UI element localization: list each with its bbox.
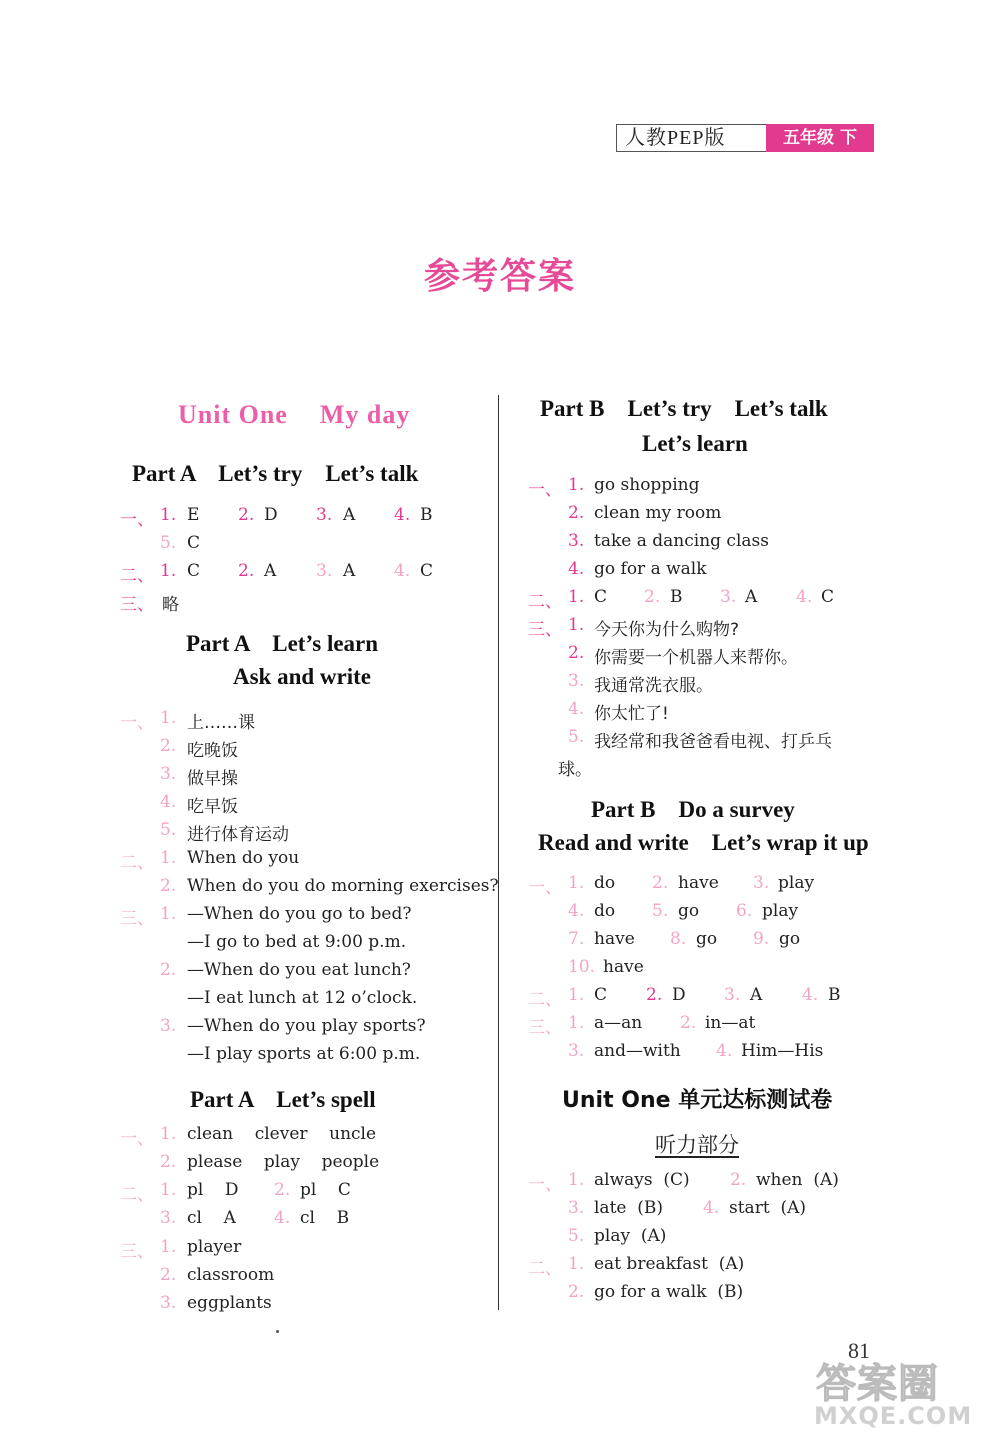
answer: go <box>779 929 801 949</box>
unit-number: Unit One <box>178 400 288 429</box>
item-number: 6. <box>736 901 753 921</box>
answer: take a dancing class <box>594 531 769 551</box>
answer: pl C <box>300 1180 351 1200</box>
question-label: 一、 <box>528 1175 562 1195</box>
answer: 进行体育运动 <box>187 825 289 845</box>
item-number: 1. <box>568 1013 585 1033</box>
answer: and—with <box>594 1041 681 1061</box>
item-number: 3. <box>316 561 333 581</box>
grade-label: 五年级 下 <box>766 124 874 152</box>
answer: B <box>420 505 433 525</box>
test-heading: Unit One 单元达标测试卷 <box>562 1088 833 1113</box>
question-label: 一、 <box>120 510 154 530</box>
item-number: 1. <box>568 615 585 635</box>
item-number: 2. <box>568 1282 585 1302</box>
watermark-url: MXQE.COM <box>814 1402 973 1430</box>
item-number: 2. <box>274 1180 291 1200</box>
answer: have <box>594 929 635 949</box>
item-number: 1. <box>160 708 177 728</box>
question-label: 二、 <box>120 566 154 586</box>
answer: 你需要一个机器人来帮你。 <box>594 648 798 668</box>
dialogue-answer: —I eat lunch at 12 o’clock. <box>187 988 418 1008</box>
answer: C <box>187 561 201 581</box>
item-number: 3. <box>568 531 585 551</box>
section-subheading: Let’s learn <box>642 431 748 456</box>
answer: 我通常洗衣服。 <box>594 676 713 696</box>
answer: A <box>343 561 356 581</box>
answer: C <box>420 561 434 581</box>
answer: C <box>594 587 608 607</box>
question-label: 一、 <box>120 713 154 733</box>
item-number: 9. <box>753 929 770 949</box>
answer: go for a walk <box>594 559 707 579</box>
section-heading: Part A Let’s learn <box>186 631 379 656</box>
answer: classroom <box>187 1265 275 1285</box>
answer: always (C) <box>594 1170 690 1190</box>
answer: go shopping <box>594 475 700 495</box>
answer: a—an <box>594 1013 643 1033</box>
item-number: 1. <box>568 1254 585 1274</box>
item-number: 4. <box>802 985 819 1005</box>
dialogue-question: —When do you go to bed? <box>187 904 412 924</box>
item-number: 4. <box>394 561 411 581</box>
answer: When do you <box>187 848 300 868</box>
question-label: 三、 <box>120 909 154 929</box>
item-number: 3. <box>160 1016 177 1036</box>
item-number: 5. <box>568 1226 585 1246</box>
column-divider <box>498 395 499 1310</box>
item-number: 1. <box>160 505 177 525</box>
item-number: 1. <box>568 587 585 607</box>
item-number: 1. <box>160 1180 177 1200</box>
answer: player <box>187 1237 242 1257</box>
answer: when (A) <box>756 1170 839 1190</box>
edition-label: 人教PEP版 <box>616 124 766 152</box>
item-number: 5. <box>568 727 585 747</box>
question-label: 三、 <box>528 620 562 640</box>
page-title: 参考答案 <box>423 256 576 297</box>
answer: go for a walk (B) <box>594 1282 744 1302</box>
answer: 我经常和我爸爸看电视、打乒乓 <box>594 732 832 752</box>
answer: go <box>678 901 700 921</box>
answer: pl D <box>187 1180 239 1200</box>
item-number: 2. <box>568 643 585 663</box>
section-subheading: Ask and write <box>233 664 372 689</box>
question-label: 二、 <box>120 853 154 873</box>
answer: cl B <box>300 1208 350 1228</box>
answer: do <box>594 873 616 893</box>
item-number: 4. <box>274 1208 291 1228</box>
item-number: 2. <box>238 505 255 525</box>
item-number: 2. <box>160 876 177 896</box>
item-number: 4. <box>716 1041 733 1061</box>
answer: 做早操 <box>187 769 238 789</box>
answer: please play people <box>187 1152 380 1172</box>
item-number: 3. <box>568 1041 585 1061</box>
item-number: 2. <box>644 587 661 607</box>
question-label: 二、 <box>528 1259 562 1279</box>
dialogue-answer: —I go to bed at 9:00 p.m. <box>187 932 407 952</box>
answer: 你太忙了! <box>594 704 669 724</box>
item-number: 4. <box>568 901 585 921</box>
item-number: 5. <box>160 533 177 553</box>
answer: eggplants <box>187 1293 272 1313</box>
answer: B <box>828 985 841 1005</box>
stray-dot <box>276 1330 279 1333</box>
question-label: 三、 <box>120 1242 154 1262</box>
answer: in—at <box>705 1013 756 1033</box>
answer: 吃早饭 <box>187 797 238 817</box>
item-number: 1. <box>160 904 177 924</box>
item-number: 3. <box>160 1293 177 1313</box>
item-number: 1. <box>568 873 585 893</box>
answer-continued: 球。 <box>558 760 592 780</box>
item-number: 5. <box>652 901 669 921</box>
question-label: 一、 <box>528 480 562 500</box>
answer: go <box>696 929 718 949</box>
item-number: 2. <box>160 960 177 980</box>
answer: E <box>187 505 200 525</box>
item-number: 4. <box>394 505 411 525</box>
answer: do <box>594 901 616 921</box>
item-number: 2. <box>652 873 669 893</box>
section-heading: Part A Let’s try Let’s talk <box>132 461 419 486</box>
item-number: 2. <box>160 1265 177 1285</box>
item-number: 2. <box>680 1013 697 1033</box>
answer: C <box>187 533 201 553</box>
edition-badge <box>616 124 874 152</box>
answer: eat breakfast (A) <box>594 1254 745 1274</box>
item-number: 2. <box>238 561 255 581</box>
answer: play <box>778 873 815 893</box>
question-label: 二、 <box>528 990 562 1010</box>
answer: clean my room <box>594 503 722 523</box>
dialogue-answer: —I play sports at 6:00 p.m. <box>187 1044 421 1064</box>
answer: cl A <box>187 1208 236 1228</box>
answer: D <box>264 505 278 525</box>
item-number: 1. <box>160 1124 177 1144</box>
item-number: 3. <box>316 505 333 525</box>
question-label: 三、 <box>528 1018 562 1038</box>
item-number: 1. <box>160 561 177 581</box>
item-number: 2. <box>160 736 177 756</box>
answer: Him—His <box>741 1041 824 1061</box>
answer: C <box>594 985 608 1005</box>
answer: play (A) <box>594 1226 667 1246</box>
answer: 吃晚饭 <box>187 741 238 761</box>
answer: start (A) <box>729 1198 806 1218</box>
item-number: 2. <box>730 1170 747 1190</box>
item-number: 4. <box>703 1198 720 1218</box>
answer: A <box>343 505 356 525</box>
question-label: 三、 <box>120 595 154 615</box>
item-number: 1. <box>568 475 585 495</box>
answer: 今天你为什么购物? <box>594 620 740 640</box>
dialogue-question: —When do you eat lunch? <box>187 960 411 980</box>
watermark-text: 答案圈 <box>816 1361 939 1407</box>
item-number: 7. <box>568 929 585 949</box>
item-number: 2. <box>160 1152 177 1172</box>
answer: 略 <box>162 595 179 615</box>
answer: have <box>678 873 719 893</box>
item-number: 1. <box>568 985 585 1005</box>
question-label: 二、 <box>528 592 562 612</box>
item-number: 2. <box>568 503 585 523</box>
item-number: 1. <box>568 1170 585 1190</box>
question-label: 一、 <box>528 878 562 898</box>
answer: A <box>745 587 758 607</box>
item-number: 3. <box>568 1198 585 1218</box>
item-number: 3. <box>720 587 737 607</box>
section-heading: Part B Let’s try Let’s talk <box>540 396 828 421</box>
answer: C <box>821 587 835 607</box>
answer: late (B) <box>594 1198 664 1218</box>
section-subheading: Read and write Let’s wrap it up <box>538 830 869 855</box>
item-number: 4. <box>568 559 585 579</box>
section-heading: Part A Let’s spell <box>190 1087 376 1112</box>
unit-name: My day <box>319 400 411 429</box>
answer: A <box>264 561 277 581</box>
answer: When do you do morning exercises? <box>187 876 499 896</box>
item-number: 3. <box>753 873 770 893</box>
item-number: 4. <box>796 587 813 607</box>
answer: B <box>670 587 683 607</box>
answer: D <box>672 985 686 1005</box>
item-number: 10. <box>568 957 596 977</box>
item-number: 4. <box>160 792 177 812</box>
item-number: 3. <box>568 671 585 691</box>
answer: A <box>750 985 763 1005</box>
unit-title <box>178 400 410 430</box>
item-number: 4. <box>568 699 585 719</box>
item-number: 3. <box>724 985 741 1005</box>
item-number: 1. <box>160 1237 177 1257</box>
item-number: 5. <box>160 820 177 840</box>
answer: play <box>762 901 799 921</box>
page-number: 81 <box>848 1338 870 1363</box>
answer: 上……课 <box>187 713 255 733</box>
listening-section-title: 听力部分 <box>655 1133 739 1157</box>
question-label: 一、 <box>120 1129 154 1149</box>
item-number: 3. <box>160 764 177 784</box>
item-number: 8. <box>670 929 687 949</box>
dialogue-question: —When do you play sports? <box>187 1016 426 1036</box>
item-number: 1. <box>160 848 177 868</box>
question-label: 二、 <box>120 1185 154 1205</box>
section-heading: Part B Do a survey <box>591 797 795 822</box>
answer: clean clever uncle <box>187 1124 377 1144</box>
item-number: 3. <box>160 1208 177 1228</box>
watermark-logo <box>812 1340 992 1430</box>
answer: have <box>603 957 644 977</box>
item-number: 2. <box>646 985 663 1005</box>
